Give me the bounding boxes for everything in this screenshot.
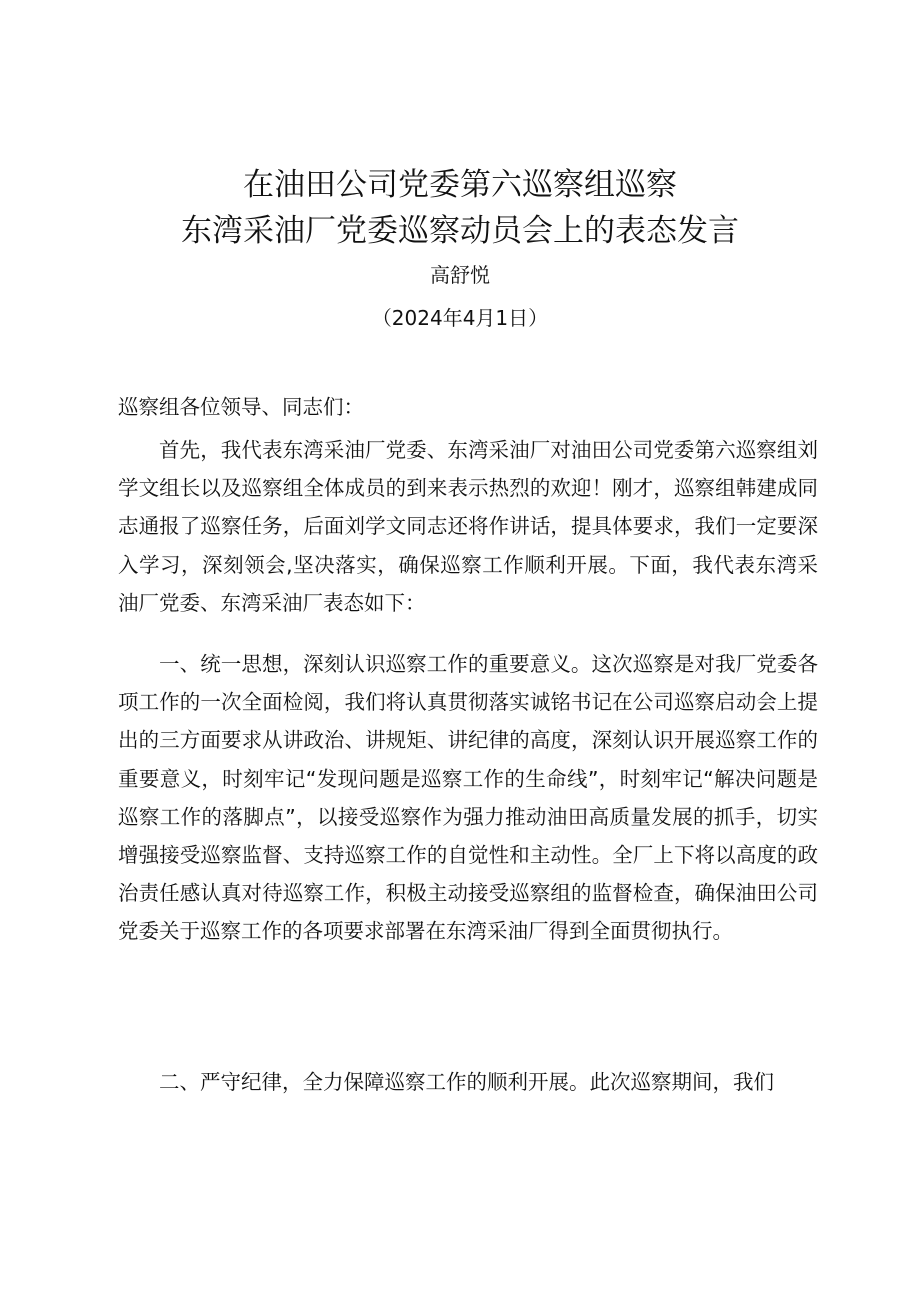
author: 高舒悦 bbox=[430, 263, 490, 287]
paragraph-3: 二、严守纪律，全力保障巡察工作的顺利开展。此次巡察期间，我们 bbox=[159, 1070, 774, 1094]
title-line-2: 东湾采油厂党委巡察动员会上的表态发言 bbox=[181, 213, 739, 249]
paragraph-1: 首先，我代表东湾采油厂党委、东湾采油厂对油田公司党委第六巡察组刘学文组长以及巡察组全体成员的到来表示热烈的欢迎！刚才，巡察组韩建成同志通报了巡察任务，后面刘学文同志还将作讲话，提具体要求，我们一定要深入学习，深刻领会,坚决落实，确保巡察工作顺利开展。下面，我代表东湾采油厂党委、东湾采油厂表态如下： bbox=[118, 438, 818, 615]
paragraph-2: 一、统一思想，深刻认识巡察工作的重要意义。这次巡察是对我厂党委各项工作的一次全面检阅，我们将认真贯彻落实诚铭书记在公司巡察启动会上提出的三方面要求从讲政治、讲规矩、讲纪律的高度，深刻认识开展巡察工作的重要意义，时刻牢记“发现问题是巡察工作的生命线”，时刻牢记“解决问题是巡察工作的落脚点”，以接受巡察作为强力推动油田高质量发展的抓手，切实增强接受巡察监督、支持巡察工作的自觉性和主动性。全厂上下将以高度的政治责任感认真对待巡察工作，积极主动接受巡察组的监督检查，确保油田公司党委关于巡察工作的各项要求部署在东湾采油厂得到全面贯彻执行。 bbox=[118, 652, 818, 944]
title-line-1: 在油田公司党委第六巡察组巡察 bbox=[243, 167, 677, 203]
date: （2024年4月1日） bbox=[371, 306, 549, 330]
salutation: 巡察组各位领导、同志们： bbox=[118, 395, 364, 419]
